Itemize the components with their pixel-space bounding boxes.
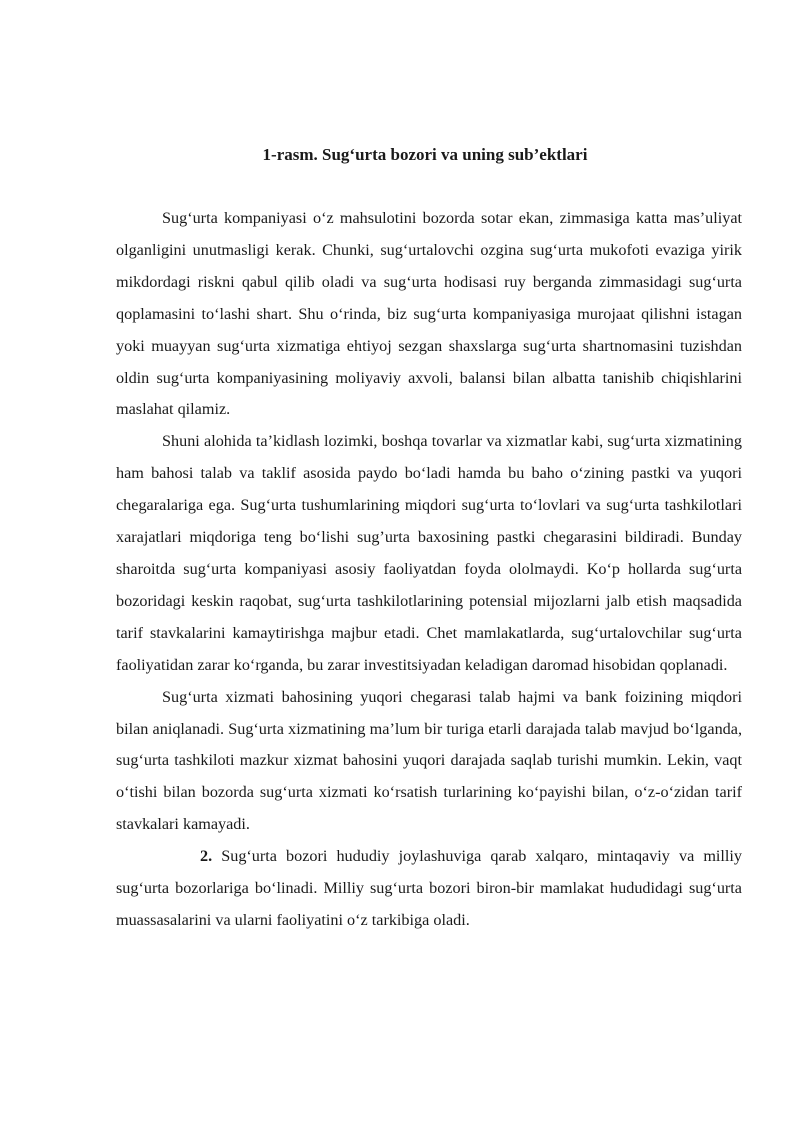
paragraph-1: Sug‘urta kompaniyasi o‘z mahsulotini bozorda sotar ekan, zimmasiga katta mas’uliyat olganligini unutmasligi kerak. Chunki, sug‘urtalovchi ozgina sug‘urta mukofoti evaziga yirik mikdordagi riskni qabul qilib oladi va sug‘urta hodisasi ruy berganda zimmasidagi sug‘urta qoplamasini to‘lashi shart. Shu o‘rinda, biz sug‘urta kompaniyasiga murojaat qilishni istagan yoki muayyan sug‘urta xizmatiga ehtiyoj sezgan shaxslarga sug‘urta shartnomasini tuzishdan oldin sug‘urta kompaniyasining moliyaviy axvoli, balansi bilan albatta tanishib chiqishlarini maslahat qilamiz.: [116, 209, 742, 419]
item-number: 2.: [200, 847, 213, 866]
numbered-item: [116, 841, 742, 937]
item-text: Sug‘urta bozori hududiy joylashuviga qarab xalqaro, mintaqaviy va milliy sug‘urta bozorlariga bo‘linadi. Milliy sug‘urta bozori biron-bir mamlakat hududidagi sug‘urta muassasalarini va ularni faoliyatini o‘z tarkibiga oladi.: [116, 847, 743, 929]
paragraph-2: Shuni alohida ta’kidlash lozimki, boshqa tovarlar va xizmatlar kabi, sug‘urta xizmatining ham bahosi talab va taklif asosida paydo bo‘ladi hamda bu baho o‘zining pastki va yuqori chegaralariga ega. Sug‘urta tushumlarining miqdori sug‘urta to‘lovlari va sug‘urta tashkilotlari xarajatlari miqdoriga teng bo‘lishi sug’urta baxosining pastki chegarasini bildiradi. Bunday sharoitda sug‘urta kompaniyasi asosiy faoliyatdan foyda ololmaydi. Ko‘p hollarda sug‘urta bozoridagi keskin raqobat, sug‘urta tashkilotlarining potensial mijozlarni jalb etish maqsadida tarif stavkalarini kamaytirishga majbur etadi. Chet mamlakatlarda, sug‘urtalovchilar sug‘urta faoliyatidan zarar ko‘rganda, bu zarar investitsiyadan keladigan daromad hisobidan qoplanadi.: [116, 432, 742, 674]
paragraph-3: Sug‘urta xizmati bahosining yuqori chegarasi talab hajmi va bank foizining miqdori bilan aniqlanadi. Sug‘urta xizmatining ma’lum bir turiga etarli darajada talab mavjud bo‘lganda, sug‘urta tashkiloti mazkur xizmat bahosini yuqori darajada saqlab turishi mumkin. Lekin, vaqt o‘tishi bilan bozorda sug‘urta xizmati ko‘rsatish turlarining ko‘payishi bilan, o‘z-o‘zidan tarif stavkalari kamayadi.: [116, 687, 742, 834]
document-body: [116, 203, 742, 937]
figure-caption: 1-rasm. Sug‘urta bozori va uning sub’ektlari: [262, 145, 588, 164]
